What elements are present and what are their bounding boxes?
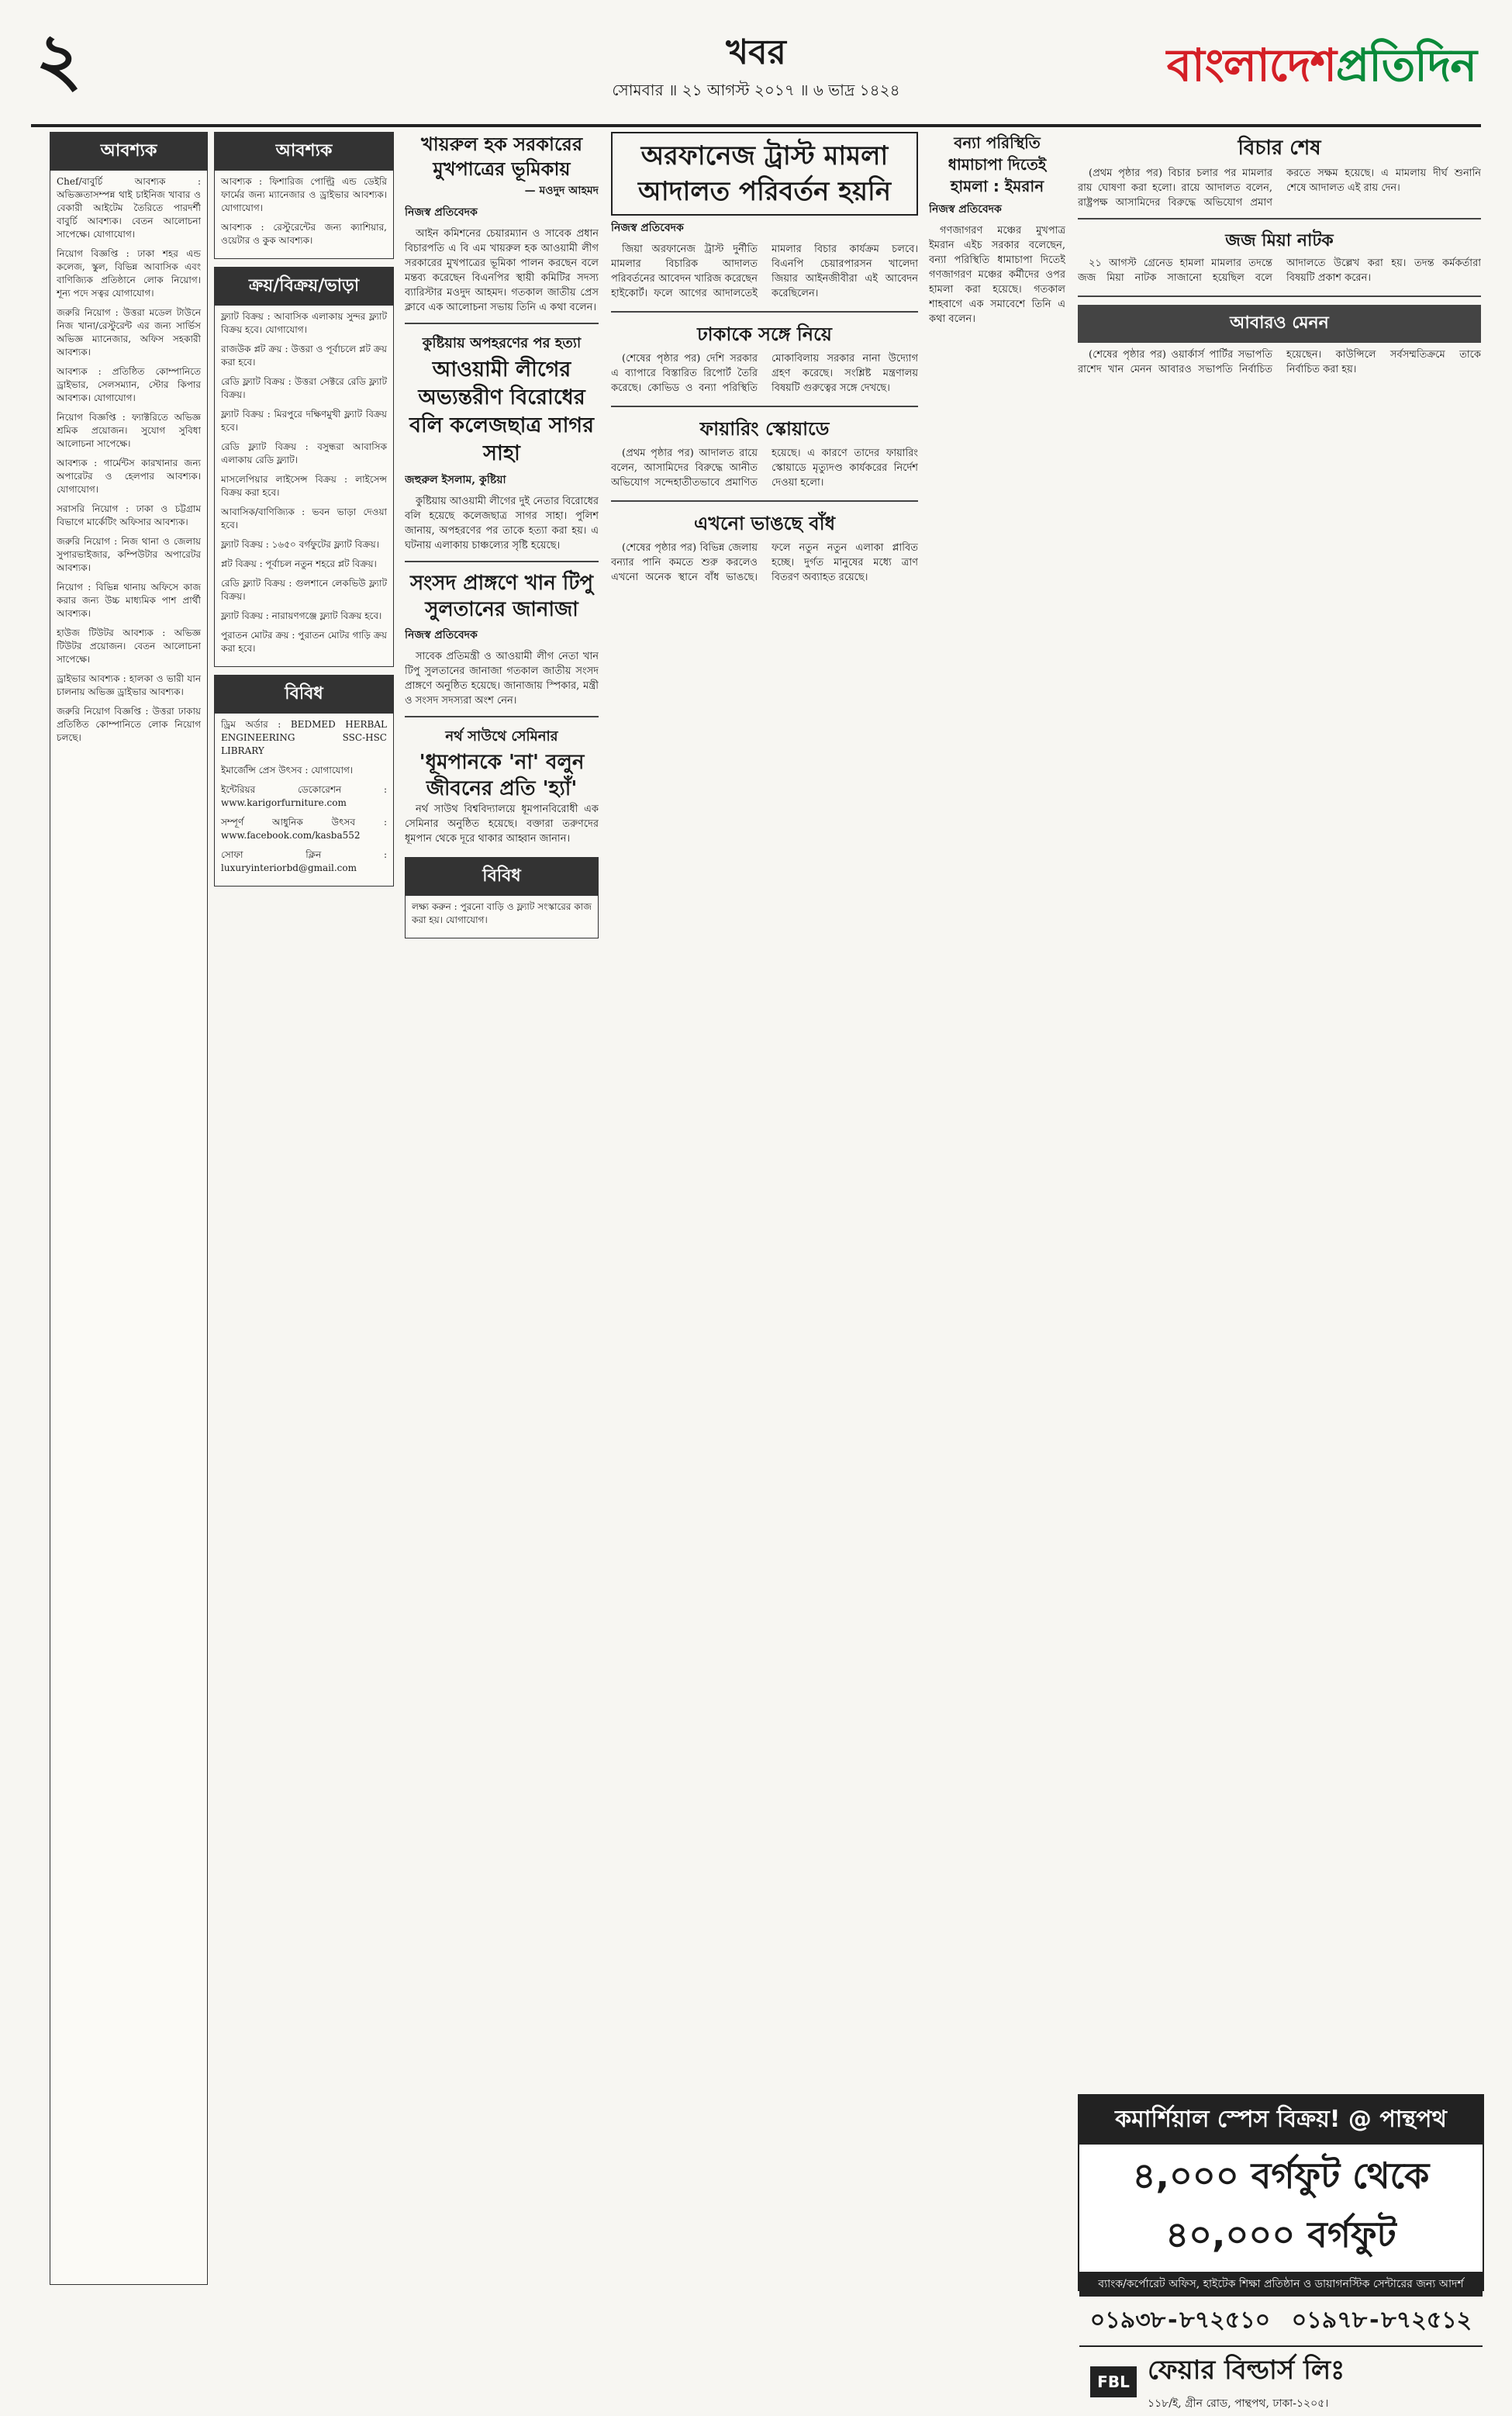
ad-company-row (1079, 2345, 1483, 2416)
classifieds-left-body (50, 171, 207, 755)
headline-smoking: 'ধূমপানকে 'না' বলুন জীবনের প্রতি 'হ্যাঁ' (419, 751, 585, 800)
column-6 (1078, 132, 1481, 2079)
article-body (405, 802, 599, 846)
article-body (1078, 347, 1481, 379)
misc-item: ইন্টেরিয়র ডেকোরেশন : www.karigorfurniture.com (221, 784, 387, 808)
rent-item: রেডি ফ্ল্যাট বিক্রয় : বসুন্ধরা আবাসিক এলাকায় রেডি ফ্ল্যাট। (221, 441, 387, 465)
article-paragraph: ২১ আগস্ট গ্রেনেড হামলা মামলার তদন্তে জজ মিয়া নাটক সাজানো হয়েছিল বলে আদালতে উল্লেখ করা হয়। তদন্ত কর্মকর্তারা বিষয়টি প্রকাশ করেন। (1078, 257, 1481, 284)
article-body (1078, 256, 1481, 288)
reporter: নিজস্ব প্রতিবেদক (405, 206, 478, 219)
headline-imran: বন্যা পরিস্থিতি ধামাচাপা দিতেই হামলা : ইমরান (948, 133, 1047, 195)
classified-item: হাউজ টিউটর আবশ্যক : অভিজ্ঞ টিউটর প্রয়োজন। বেতন আলোচনা সাপেক্ষে। (57, 627, 201, 665)
ad-area: ৪,০০০ বর্গফুট থেকে ৪০,০০০ বর্গফুট (1132, 2155, 1430, 2255)
reporter: নিজস্ব প্রতিবেদক (405, 629, 478, 641)
headline-mouthpiece: খায়রুল হক সরকারের মুখপাত্রের ভূমিকায় (420, 133, 583, 180)
rent-title: ক্রয়/বিক্রয়/ভাড়া (215, 268, 393, 306)
misc-item: ড্রিম অর্ডার : BEDMED HERBAL ENGINEERING SSC-HSC LIBRARY (221, 719, 387, 756)
kicker-seminar: নর্থ সাউথে সেমিনার (445, 728, 558, 745)
article-paragraph: নর্থ সাউথ বিশ্ববিদ্যালয়ে ধূমপানবিরোধী এক সেমিনার অনুষ্ঠিত হয়েছে। বক্তারা তরুণদের ধূমপান থেকে দূরে থাকার আহ্বান জানান। (405, 804, 599, 845)
rent-item: ফ্ল্যাট বিক্রয় : আবাসিক এলাকায় সুন্দর ফ্ল্যাট বিক্রয় হবে। যোগাযোগ। (221, 311, 387, 335)
classifieds-mid-wanted (214, 132, 394, 259)
separator (611, 406, 918, 407)
classified-item: জরুরি নিয়োগ : নিজ থানা ও জেলায় সুপারভাইজার, কম্পিউটার অপারেটর আবশ্যক। (57, 536, 201, 573)
headline-joj-mia: জজ মিয়া নাটক (1225, 231, 1334, 251)
ad-address: ১১৮/ই, গ্রীন রোড, পান্থপথ, ঢাকা-১২০৫। (1148, 2397, 1329, 2410)
masthead-rule (31, 124, 1481, 127)
rent-item: ফ্ল্যাট বিক্রয় : ১৬৫০ বর্গফুটের ফ্ল্যাট বিক্রয়। (221, 539, 379, 550)
misc-title: বিবিধ (215, 676, 393, 714)
article-paragraph: গণজাগরণ মঞ্চের মুখপাত্র ইমরান এইচ সরকার বলেছেন, বন্যা পরিস্থিতি ধামাচাপা দিতেই গণজাগরণ মঞ্চের কর্মীদের ওপর হামলা করা হয়েছে। গতকাল শাহবাগে এক সমাবেশে তিনি এ কথা বলেন। (929, 225, 1065, 325)
separator (405, 323, 599, 324)
separator (1078, 218, 1481, 219)
reporter: জহুরুল ইসলাম, কুষ্টিয়া (405, 474, 506, 486)
article-paragraph: (শেষের পৃষ্ঠার পর) ওয়ার্কার্স পার্টির সভাপতি রাশেদ খান মেনন আবারও সভাপতি নির্বাচিত হয়েছেন। কাউন্সিলে সর্বসম্মতিক্রমে তাকে নির্বাচিত করা হয়। (1078, 349, 1481, 375)
kicker-kushtia: কুষ্টিয়ায় অপহরণের পর হত্যা (422, 335, 582, 351)
classifieds-mid-misc (214, 675, 394, 887)
ad-phone[interactable]: ০১৯৩৮-৮৭২৫১০ (1089, 2307, 1271, 2334)
ad-company: ফেয়ার বিল্ডার্স লিঃ (1148, 2355, 1345, 2386)
rent-item: আবাসিক/বাণিজ্যিক : ভবন ভাড়া দেওয়া হবে। (221, 506, 387, 531)
article-paragraph: কুষ্টিয়ায় আওয়ামী লীগের দুই নেতার বিরোধের বলি হয়েছে কলেজছাত্র সাগর সাহা। পুলিশ জানায়, অপহরণের পর তাকে হত্যা করা হয়। এ ঘটনায় এলাকায় চাঞ্চল্যের সৃষ্টি হয়েছে। (405, 496, 599, 551)
article-body (405, 649, 599, 708)
rent-item: ফ্ল্যাট বিক্রয় : নারায়ণগঞ্জে ফ্ল্যাট বিক্রয় হবে। (221, 610, 382, 621)
article-paragraph: জিয়া অরফানেজ ট্রাস্ট দুর্নীতি মামলার বিচারিক আদালত পরিবর্তনের আবেদন খারিজ করেছেন হাইকোর্ট। ফলে আগের আদালতেই মামলার বিচার কার্যক্রম চলবে। বিএনপি চেয়ারপারসন খালেদা জিয়ার আইনজীবীরা এই আবেদন করেছিলেন। (611, 244, 918, 299)
rent-item: রাজউক প্লট ক্রয় : উত্তরা ও পূর্বাচলে প্লট ক্রয় করা হবে। (221, 344, 387, 368)
separator (405, 716, 599, 717)
article-body (611, 446, 918, 493)
separator (611, 311, 918, 313)
logo-part1: বাংলাদেশ (1166, 39, 1336, 92)
masthead (0, 0, 1512, 124)
ad-tagline: ব্যাংক/কর্পোরেট অফিস, হাইটেক শিক্ষা প্রতিষ্ঠান ও ডায়াগনস্টিক সেন্টারের জন্য আদর্শ (1079, 2272, 1483, 2297)
section-name: খবর (726, 33, 786, 72)
reporter: নিজস্ব প্রতিবেদক (611, 222, 684, 234)
rent-item: প্লট বিক্রয় : পূর্বাচল নতুন শহরে প্লট বিক্রয়। (221, 558, 377, 569)
classified-item: নিয়োগ : বিভিন্ন থানায় অফিসে কাজ করার জন্য উচ্চ মাধ্যমিক পাশ প্রার্থী আবশ্যক। (57, 582, 201, 619)
column-5 (929, 132, 1065, 2283)
article-body (405, 226, 599, 315)
classifieds-left-title: আবশ্যক (50, 133, 207, 171)
rent-item: পুরাতন মোটর ক্রয় : পুরাতন মোটর গাড়ি ক্রয় করা হবে। (221, 630, 387, 654)
fbl-logo: FBL (1090, 2366, 1137, 2397)
newspaper-logo (1167, 31, 1476, 106)
headline-janaza: সংসদ প্রাঙ্গণে খান টিপু সুলতানের জানাজা (409, 572, 594, 621)
classified-item: জরুরি নিয়োগ বিজ্ঞপ্তি : উত্তরা ঢাকায় প্রতিষ্ঠিত কোম্পানিতে লোক নিয়োগ চলছে। (57, 706, 201, 743)
page-number: ২ (36, 17, 82, 101)
classified-item: আবশ্যক : প্রতিষ্ঠিত কোম্পানিতে ড্রাইভার, সেলসম্যান, স্টোর কিপার আবশ্যক। যোগাযোগ। (57, 366, 201, 403)
rent-item: ফ্ল্যাট বিক্রয় : মিরপুরে দক্ষিণমুখী ফ্ল্যাট বিক্রয় হবে। (221, 409, 387, 433)
separator (611, 500, 918, 502)
separator (405, 561, 599, 562)
headline-orphanage: অরফানেজ ট্রাস্ট মামলা আদালত পরিবর্তন হয়নি (611, 132, 918, 216)
advertisement (1078, 2094, 1484, 2410)
article-paragraph: (শেষের পৃষ্ঠার পর) বিভিন্ন জেলায় বন্যার পানি কমতে শুরু করলেও এখনো অনেক স্থানে বাঁধ ভাঙছে। ফলে নতুন নতুন এলাকা প্লাবিত হচ্ছে। দুর্গত মানুষের মধ্যে ত্রাণ বিতরণ অব্যাহত রয়েছে। (611, 542, 918, 583)
classified-item: জরুরি নিয়োগ : উত্তরা মডেল টাউনে নিজ খানা/রেস্টুরেন্ট এর জন্য সার্ভিস অভিজ্ঞ ম্যানেজার, অফিস সহকারী আবশ্যক। (57, 307, 201, 358)
article-paragraph: সাবেক প্রতিমন্ত্রী ও আওয়ামী লীগ নেতা খান টিপু সুলতানের জানাজা গতকাল জাতীয় সংসদ প্রাঙ্গণে অনুষ্ঠিত হয়েছে। জানাজায় স্পিকার, মন্ত্রী ও সংসদ সদস্যরা অংশ নেন। (405, 651, 599, 707)
headline-dhaka: ঢাকাকে সঙ্গে নিয়ে (697, 323, 832, 345)
headline-embankment: এখনো ভাঙছে বাঁধ (693, 513, 836, 534)
misc-box (405, 857, 599, 938)
misc-title: বিবিধ (406, 858, 598, 896)
date-line: সোমবার ॥ ২১ আগস্ট ২০১৭ ॥ ৬ ভাদ্র ১৪২৪ (612, 81, 900, 99)
article-body (611, 351, 918, 398)
article-body (405, 494, 599, 553)
classified-item: Chef/বাবুর্চি আবশ্যক : অভিজ্ঞতাসম্পন্ন থাই চাইনিজ খাবার ও বেকারী আইটেম তৈরিতে পারদর্শী বাবুর্চি আবশ্যক। বেতন আলোচনা সাপেক্ষে। যোগাযোগ। (57, 176, 201, 240)
column-4 (611, 132, 918, 2283)
article-body (611, 541, 918, 587)
headline-verdict: বিচার শেষ (1238, 137, 1321, 160)
classifieds-mid-title: আবশ্যক (215, 133, 393, 171)
rent-item: রেডি ফ্ল্যাট বিক্রয় : উত্তরা সেক্টরে রেডি ফ্ল্যাট বিক্রয়। (221, 376, 387, 400)
classified-item: আবশ্যক : ফিশারিজ পোল্ট্রি এন্ড ডেইরি ফার্মের জন্য ম্যানেজার ও ড্রাইভার আবশ্যক। যোগাযোগ। (221, 176, 387, 213)
article-paragraph: (প্রথম পৃষ্ঠার পর) আদালত রায়ে বলেন, আসামিদের বিরুদ্ধে আনীত অভিযোগ সন্দেহাতীতভাবে প্রমাণিত হয়েছে। এ কারণে তাদের ফায়ারিং স্কোয়াডে মৃত্যুদণ্ড কার্যকরের নির্দেশ দেওয়া হলো। (611, 448, 918, 489)
headline-firing-squad: ফায়ারিং স্কোয়াডে (699, 418, 830, 440)
column-3 (405, 132, 599, 2283)
ad-phone[interactable]: ০১৯৭৮-৮৭২৫১২ (1291, 2307, 1472, 2334)
headline-sagar: আওয়ামী লীগের অভ্যন্তরীণ বিরোধের বলি কলেজছাত্র সাগর সাহা (409, 358, 594, 465)
classified-item: আবশ্যক : গার্মেন্টস কারখানার জন্য অপারেটর ও হেলপার আবশ্যক। যোগাযোগ। (57, 458, 201, 495)
misc-item: ইমার্জেন্সি প্রেস উৎসব : যোগাযোগ। (221, 765, 354, 776)
classifieds-mid-rent (214, 267, 394, 667)
misc-item: সোফা ক্লিন : luxuryinteriorbd@gmail.com (221, 849, 387, 873)
separator (1078, 296, 1481, 297)
article-body (1078, 166, 1481, 210)
ad-headline: কমার্শিয়াল স্পেস বিক্রয়! @ পান্থপথ (1079, 2096, 1483, 2145)
classifieds-left (50, 132, 208, 2285)
reporter: নিজস্ব প্রতিবেদক (929, 203, 1002, 216)
article-body (611, 242, 918, 303)
logo-part2: প্রতিদিন (1335, 39, 1476, 92)
byline-moudud: — মওদুদ আহমদ (524, 185, 599, 197)
ad-phones (1079, 2297, 1483, 2345)
rent-item: মাসলেপিয়ার লাইসেন্স বিক্রয় : লাইসেন্স বিক্রয় করা হবে। (221, 474, 387, 498)
article-paragraph: (প্রথম পৃষ্ঠার পর) বিচার চলার পর মামলার রায় ঘোষণা করা হলো। রায়ে আদালত বলেন, রাষ্ট্রপক্ষ আসামিদের বিরুদ্ধে অভিযোগ প্রমাণ করতে সক্ষম হয়েছে। এ মামলায় দীর্ঘ শুনানি শেষে আদালত এই রায় দেন। (1078, 168, 1481, 209)
rent-item: রেডি ফ্ল্যাট বিক্রয় : গুলশানে লেকভিউ ফ্ল্যাট বিক্রয়। (221, 578, 387, 602)
misc-item: লক্ষ্য করুন : পুরনো বাড়ি ও ফ্ল্যাট সংস্কারের কাজ করা হয়। যোগাযোগ। (412, 901, 592, 925)
classified-item: ড্রাইভার আবশ্যক : হালকা ও ভারী যান চালনায় অভিজ্ঞ ড্রাইভার আবশ্যক। (57, 673, 201, 697)
classifieds-mid (214, 132, 394, 2283)
article-paragraph: (শেষের পৃষ্ঠার পর) দেশি সরকার এ ব্যাপারে বিস্তারিত রিপোর্ট তৈরি করেছে। কোভিড ও বন্যা পরিস্থিতি মোকাবিলায় সরকার নানা উদ্যোগ গ্রহণ করেছে। সংশ্লিষ্ট মন্ত্রণালয় বিষয়টি গুরুত্বের সঙ্গে দেখছে। (611, 353, 918, 394)
classified-item: আবশ্যক : রেস্টুরেন্টের জন্য ক্যাশিয়ার, ওয়েটার ও কুক আবশ্যক। (221, 222, 387, 246)
article-body (929, 223, 1065, 327)
headline-menon: আবারও মেনন (1078, 305, 1481, 343)
article-paragraph: আইন কমিশনের চেয়ারম্যান ও সাবেক প্রধান বিচারপতি এ বি এম খায়রুল হক আওয়ামী লীগ সরকারের মুখপাত্রের ভূমিকা পালন করছেন বলে মন্তব্য করেছেন বিএনপির স্থায়ী কমিটির সদস্য ব্যারিস্টার মওদুদ আহমদ। গতকাল জাতীয় প্রেস ক্লাবে এক আলোচনা সভায় তিনি এ কথা বলেন। (405, 228, 599, 313)
classified-item: নিয়োগ বিজ্ঞপ্তি : ঢাকা শহর এন্ড কলেজ, স্কুল, বিভিন্ন আবাসিক এবং বাণিজ্যিক প্রতিষ্ঠানে লোক নিয়োগ। শূন্য পদে সত্বর যোগাযোগ। (57, 248, 201, 299)
classified-item: সরাসরি নিয়োগ : ঢাকা ও চট্টগ্রাম বিভাগে মার্কেটিং অফিসার আবশ্যক। (57, 503, 201, 527)
classified-item: নিয়োগ বিজ্ঞপ্তি : ফ্যাক্টরিতে অভিজ্ঞ শ্রমিক প্রয়োজন। সুযোগ সুবিধা আলোচনা সাপেক্ষে। (57, 412, 201, 449)
misc-item: সম্পূর্ণ আধুনিক উৎসব : www.facebook.com/kasba552 (221, 817, 387, 841)
